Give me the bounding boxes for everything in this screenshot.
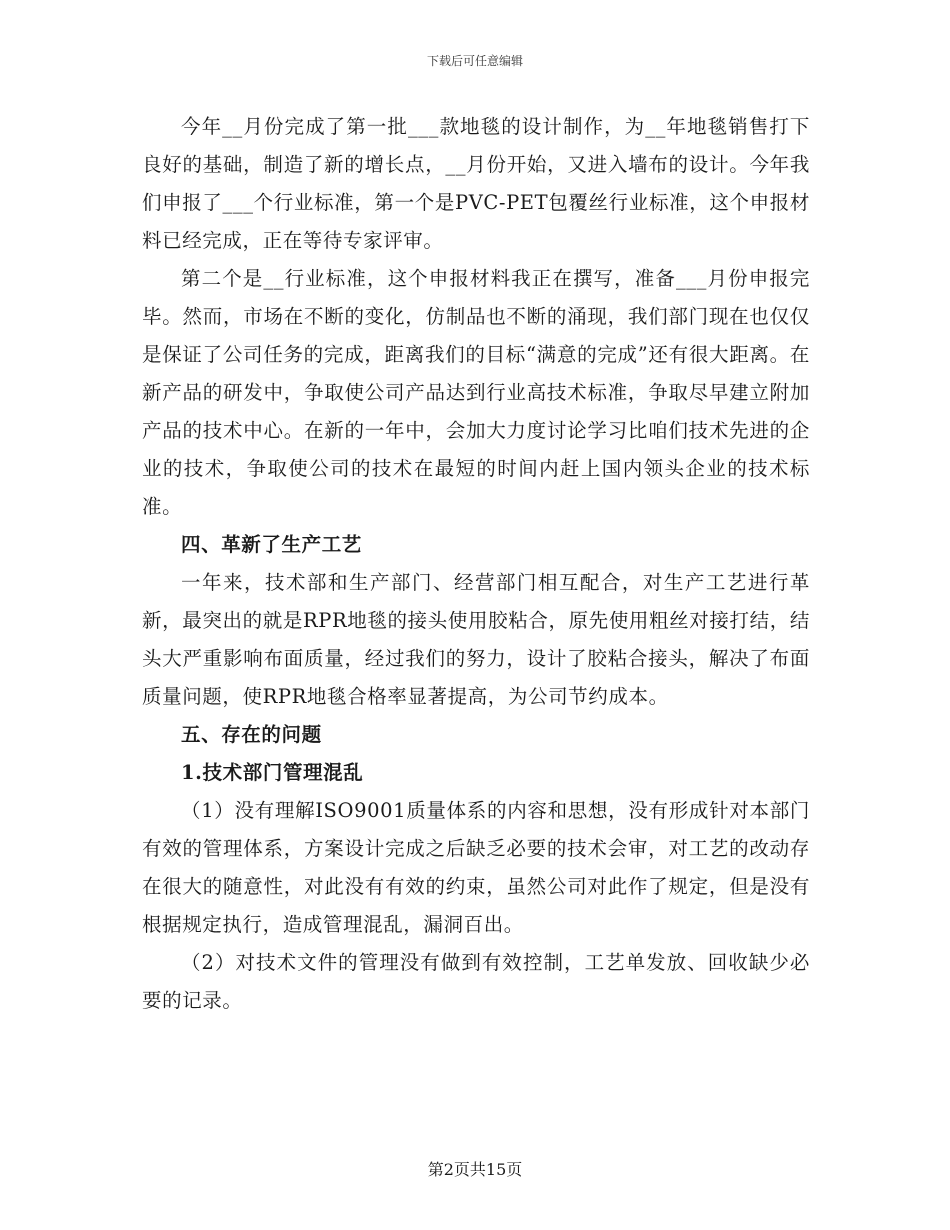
section-heading-process-innovation: 四、革新了生产工艺 [181, 533, 362, 556]
paragraph-industry-standard: 第二个是__行业标准，这个申报材料我正在撰写，准备___月份申报完毕。然而，市场在不断的变化，仿制品也不断的涌现，我们部门现在也仅仅是保证了公司任务的完成，距离我们的目标“满意的完成”还有很大距离。在新产品的研发中，争取使公司产品达到行业高技术标准，争取尽早建立附加产品的技术中心。在新的一年中，会加大力度讨论学习比咱们技术先进的企业的技术，争取使公司的技术在最短的时间内赶上国内领头企业的技术标准。 [142, 267, 810, 518]
section-heading-existing-problems: 五、存在的问题 [181, 723, 322, 746]
paragraph-iso-issue: （1）没有理解ISO9001质量体系的内容和思想，没有形成针对本部门有效的管理体系，方案设计完成之后缺乏必要的技术会审，对工艺的改动存在很大的随意性，对此没有有效的约束，虽然公司对此作了规定，但是没有根据规定执行，造成管理混乱，漏洞百出。 [142, 799, 810, 936]
page-number-footer: 第2页共15页 [427, 1160, 523, 1179]
page-header-note: 下载后可任意编辑 [426, 54, 523, 68]
paragraph-process-innovation: 一年来，技术部和生产部门、经营部门相互配合，对生产工艺进行革新，最突出的就是RPR地毯的接头使用胶粘合，原先使用粗丝对接打结，结头大严重影响布面质量，经过我们的努力，设计了胶粘合接头，解决了布面质量问题，使RPR地毯合格率显著提高，为公司节约成本。 [142, 571, 810, 708]
document-body [142, 108, 810, 1020]
paragraph-document-control: （2）对技术文件的管理没有做到有效控制，工艺单发放、回收缺少必要的记录。 [142, 951, 810, 1012]
subsection-heading-management: 1.技术部门管理混乱 [181, 761, 364, 784]
paragraph-carpet-design: 今年__月份完成了第一批___款地毯的设计制作，为__年地毯销售打下良好的基础，制造了新的增长点，__月份开始，又进入墙布的设计。今年我们申报了___个行业标准，第一个是PVC-PET包覆丝行业标准，这个申报材料已经完成，正在等待专家评审。 [142, 115, 810, 252]
